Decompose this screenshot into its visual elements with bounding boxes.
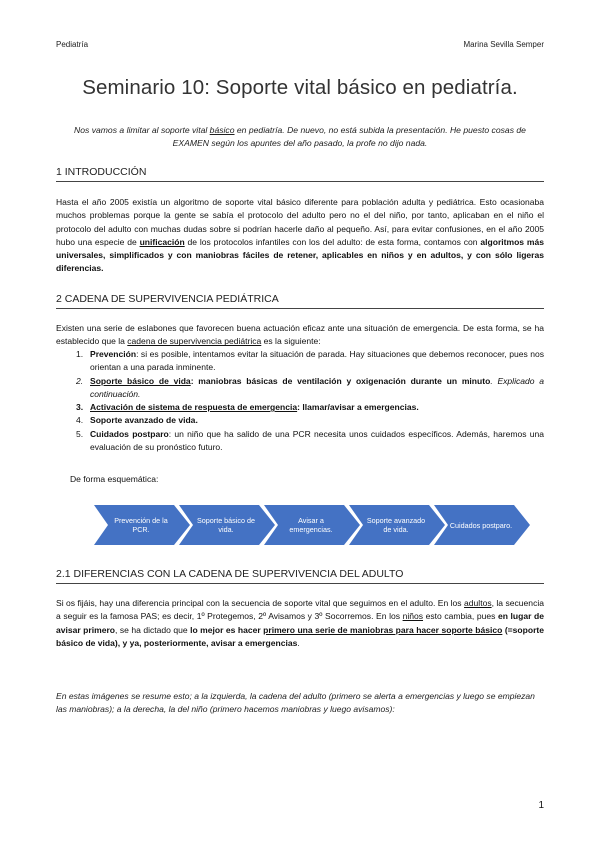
section-heading-diferencias: 2.1 DIFERENCIAS CON LA CADENA DE SUPERVIVENCIA DEL ADULTO — [56, 568, 544, 584]
page-number: 1 — [538, 800, 544, 811]
list-item: 4. Soporte avanzado de vida. — [76, 415, 198, 426]
schema-label: De forma esquemática: — [70, 474, 159, 484]
chain-step-basic-support: Soporte básico de vida. — [179, 505, 275, 545]
chain-step-advanced-support: Soporte avanzado de vida. — [349, 505, 445, 545]
survival-chain-diagram — [94, 505, 530, 545]
list-item: 1. Prevención: si es posible, intentamos evitar la situación de parada. Hay situaciones que debemos reconocer, pues nos orientan a una parada inminente. — [76, 349, 544, 373]
chain-step-postarrest-care: Cuidados postparo. — [434, 505, 530, 545]
section-paragraph-cadena: Existen una serie de eslabones que favorecen buena actuación eficaz ante una situación de emergencia. De esta forma, se ha establecido que la cadena de supervivencia pediátrica es la siguiente: — [56, 323, 544, 347]
section-paragraph-introduccion: Hasta el año 2005 existía un algoritmo de soporte vital básico diferente para población adulta y pediátrica. Esto ocasionaba muchos problemas porque la gente se sabía el protocolo del adulto pero no el del niño, por tanto, aplicaban en el niño el protocolo del adulto con muchas dudas sobre si podrían hacerle daño al pequeño. Así, para evitar confusiones, en el año 2005 hubo una especie de unificación de los protocolos infantiles con los del adulto: de esta forma, contamos con algoritmos más universales, simplificados y con maniobras fáciles de retener, aplicables en niños y en adultos, y con sólo ligeras diferencias. — [56, 197, 544, 274]
list-item: 5. Cuidados postparo: un niño que ha salido de una PCR necesita unos cuidados específicos. Además, haremos una evaluación de su pronóstico futuro. — [76, 428, 544, 453]
page-title: Seminario 10: Soporte vital básico en pediatría. — [82, 76, 518, 99]
chain-step-prevention: Prevención de la PCR. — [94, 505, 190, 545]
list-item: 3. Activación de sistema de respuesta de emergencia: llamar/avisar a emergencias. — [76, 402, 419, 413]
list-item: 2. Soporte básico de vida: maniobras básicas de ventilación y oxigenación durante un minuto. Explicado a continuación. — [76, 375, 545, 399]
section-paragraph-diferencias: Si os fijáis, hay una diferencia principal con la secuencia de soporte vital que seguimos en el adulto. En los adultos, la secuencia a seguir es la famosa PAS; es decir, 1º Protegemos, 2º Avisamos y 3º Socorremos. En los niños esto cambia, pues en lugar de avisar primero, se ha dictado que lo mejor es hacer primero una serie de maniobras para hacer soporte básico (=soporte básico de vida), y ya, posteriormente, avisar a emergencias. — [56, 598, 545, 648]
chain-step-call-emergency: Avisar a emergencias. — [264, 505, 360, 545]
header-author: Marina Sevilla Semper — [463, 40, 544, 49]
header-subject: Pediatría — [56, 40, 89, 49]
section-heading-cadena: 2 CADENA DE SUPERVIVENCIA PEDIÁTRICA — [56, 293, 544, 309]
intro-note: Nos vamos a limitar al soporte vital básico en pediatría. De nuevo, no está subida la presentación. He puesto cosas de EXAMEN según los apuntes del año pasado, la profe no dijo nada. — [74, 125, 526, 148]
chain-links-list — [56, 348, 544, 454]
images-note: En estas imágenes se resume esto; a la izquierda, la cadena del adulto (primero se alerta a emergencias y luego se empiezan las maniobras); a la derecha, la del niño (primero hacemos maniobras y luego avisamos): — [56, 691, 535, 714]
section-heading-introduccion: 1 INTRODUCCIÓN — [56, 166, 544, 182]
